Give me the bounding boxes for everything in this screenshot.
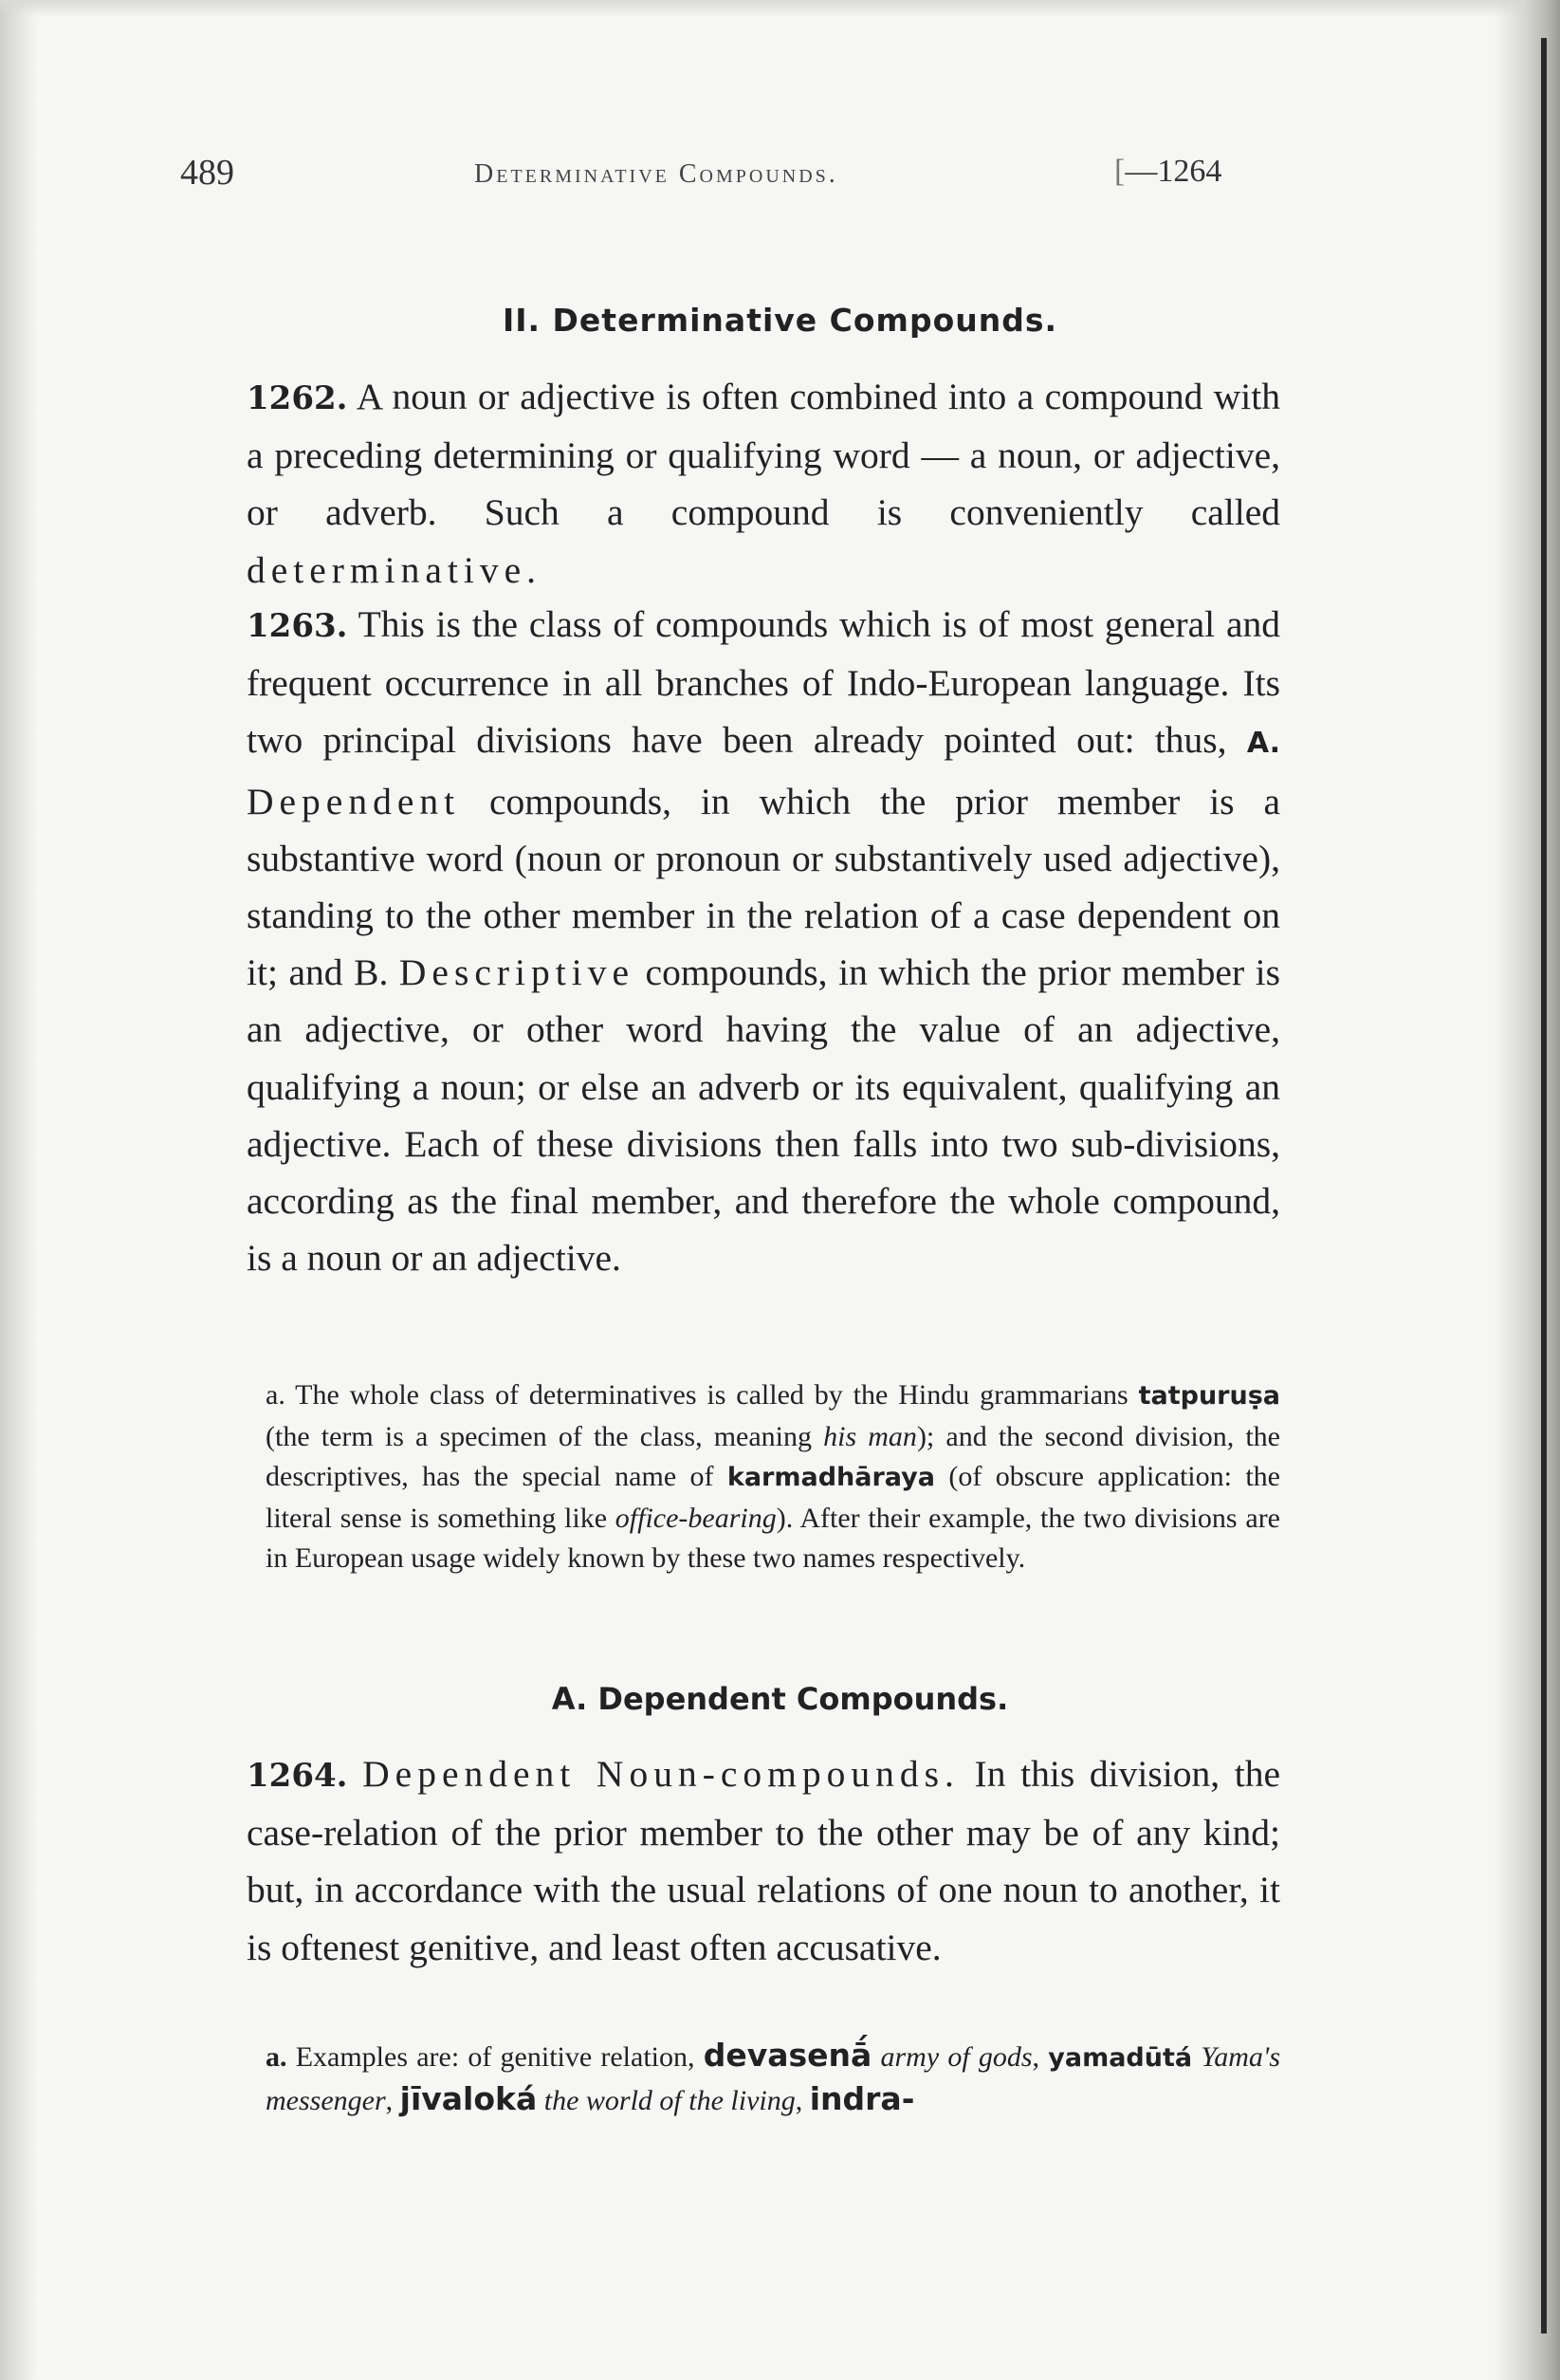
sanskrit-term: devasenā́ <box>703 2037 872 2074</box>
spaced-term: Dependent Noun-compounds. <box>362 1753 960 1795</box>
note-label: a. <box>266 1379 285 1411</box>
sanskrit-term: indra- <box>809 2079 915 2117</box>
section-heading: II. Determinative Compounds. <box>502 302 1058 339</box>
note-text: Examples are: of genitive relation, <box>286 2041 704 2073</box>
subsection-heading: A. Dependent Compounds. <box>551 1681 1009 1717</box>
paragraph-number: 1262. <box>247 379 348 417</box>
paragraph-text: This is the class of compounds which is of most general and frequent occurrence in all branches of Indo-European language. Its two principal divisions have been already pointed out: thus, <box>247 603 1280 762</box>
note-text: ); and the second division, the descriptives, has the special name of <box>266 1420 1280 1492</box>
binding-rule <box>1541 38 1547 2334</box>
paragraph-text: . <box>526 548 537 591</box>
gloss: Yama's messenger <box>266 2041 1280 2116</box>
note-text: The whole class of determinatives is called by the Hindu grammarians <box>284 1379 1139 1411</box>
sanskrit-term: yamadūtá <box>1048 2043 1193 2073</box>
division-label-a: A. <box>1246 727 1280 761</box>
gloss: the world of the living <box>537 2084 796 2116</box>
division-label-b: B. <box>354 951 389 994</box>
paragraph-text: compounds, in which the prior member is a substantive word (noun or pronoun or substantively used adjective), standing to the other member in the relation of a case dependent on it; and <box>247 780 1280 994</box>
paragraph-number: 1264. <box>247 1757 348 1795</box>
gloss: his man <box>823 1420 917 1452</box>
section-reference <box>1114 154 1221 190</box>
note-text: , <box>1032 2041 1049 2073</box>
paragraph-text: A noun or adjective is often combined into a compound with a preceding determining or qualifying word — a noun, or adjective, or adverb. Such a compound is conveniently called <box>247 376 1280 534</box>
running-header <box>180 152 1280 199</box>
spaced-term: Dependent <box>247 780 461 822</box>
note-text: (of obscure application: the literal sense is something like <box>266 1461 1280 1534</box>
paragraph-number: 1263. <box>247 607 348 645</box>
section-reference-bracket: [ <box>1114 154 1126 189</box>
gloss: office-bearing <box>615 1502 777 1534</box>
paragraph-1264 <box>180 1745 1280 1976</box>
sanskrit-term: tatpuruṣa <box>1138 1381 1280 1411</box>
paragraph-text: In this division, the case-relation of the prior member to the other may be of any kind; but, in accordance with the usual relations of one noun to another, it is oftenest genitive, and least often accusative. <box>247 1753 1281 1968</box>
note-1264a <box>180 2036 1280 2121</box>
running-title: Determinative Compounds. <box>474 159 838 189</box>
page-gutter-shadow <box>0 0 38 2380</box>
note-text: (the term is a specimen of the class, meaning <box>266 1420 824 1452</box>
page-top-shadow <box>0 0 1560 17</box>
paragraph-1263 <box>180 596 1280 1286</box>
sanskrit-term: jīvaloká <box>399 2079 538 2117</box>
page-edge-shadow <box>1494 0 1560 2380</box>
note-text: , <box>385 2084 400 2116</box>
gloss: army of gods <box>872 2041 1033 2073</box>
spaced-term: Descriptive <box>398 951 634 994</box>
paragraph-text: compounds, in which the prior member is an adjective, or other word having the value of an adjective, qualifying a noun; or else an adverb or its equivalent, qualifying an adjective. Each of these divisions then falls into two sub-divisions, according as the final member, and therefore the whole compound, is a noun or an adjective. <box>247 951 1281 1280</box>
paragraph-1262 <box>180 368 1280 599</box>
sanskrit-term: karmadhāraya <box>726 1463 935 1492</box>
page-number: 489 <box>180 153 234 193</box>
section-reference-number: —1264 <box>1125 154 1222 189</box>
spaced-term: determinative <box>247 548 527 591</box>
note-text: ). After their example, the two divisions are in European usage widely known by these two names respectively. <box>266 1502 1280 1574</box>
note-text: , <box>795 2084 810 2116</box>
note-1263a <box>180 1375 1280 1579</box>
note-label: a. <box>266 2041 287 2073</box>
